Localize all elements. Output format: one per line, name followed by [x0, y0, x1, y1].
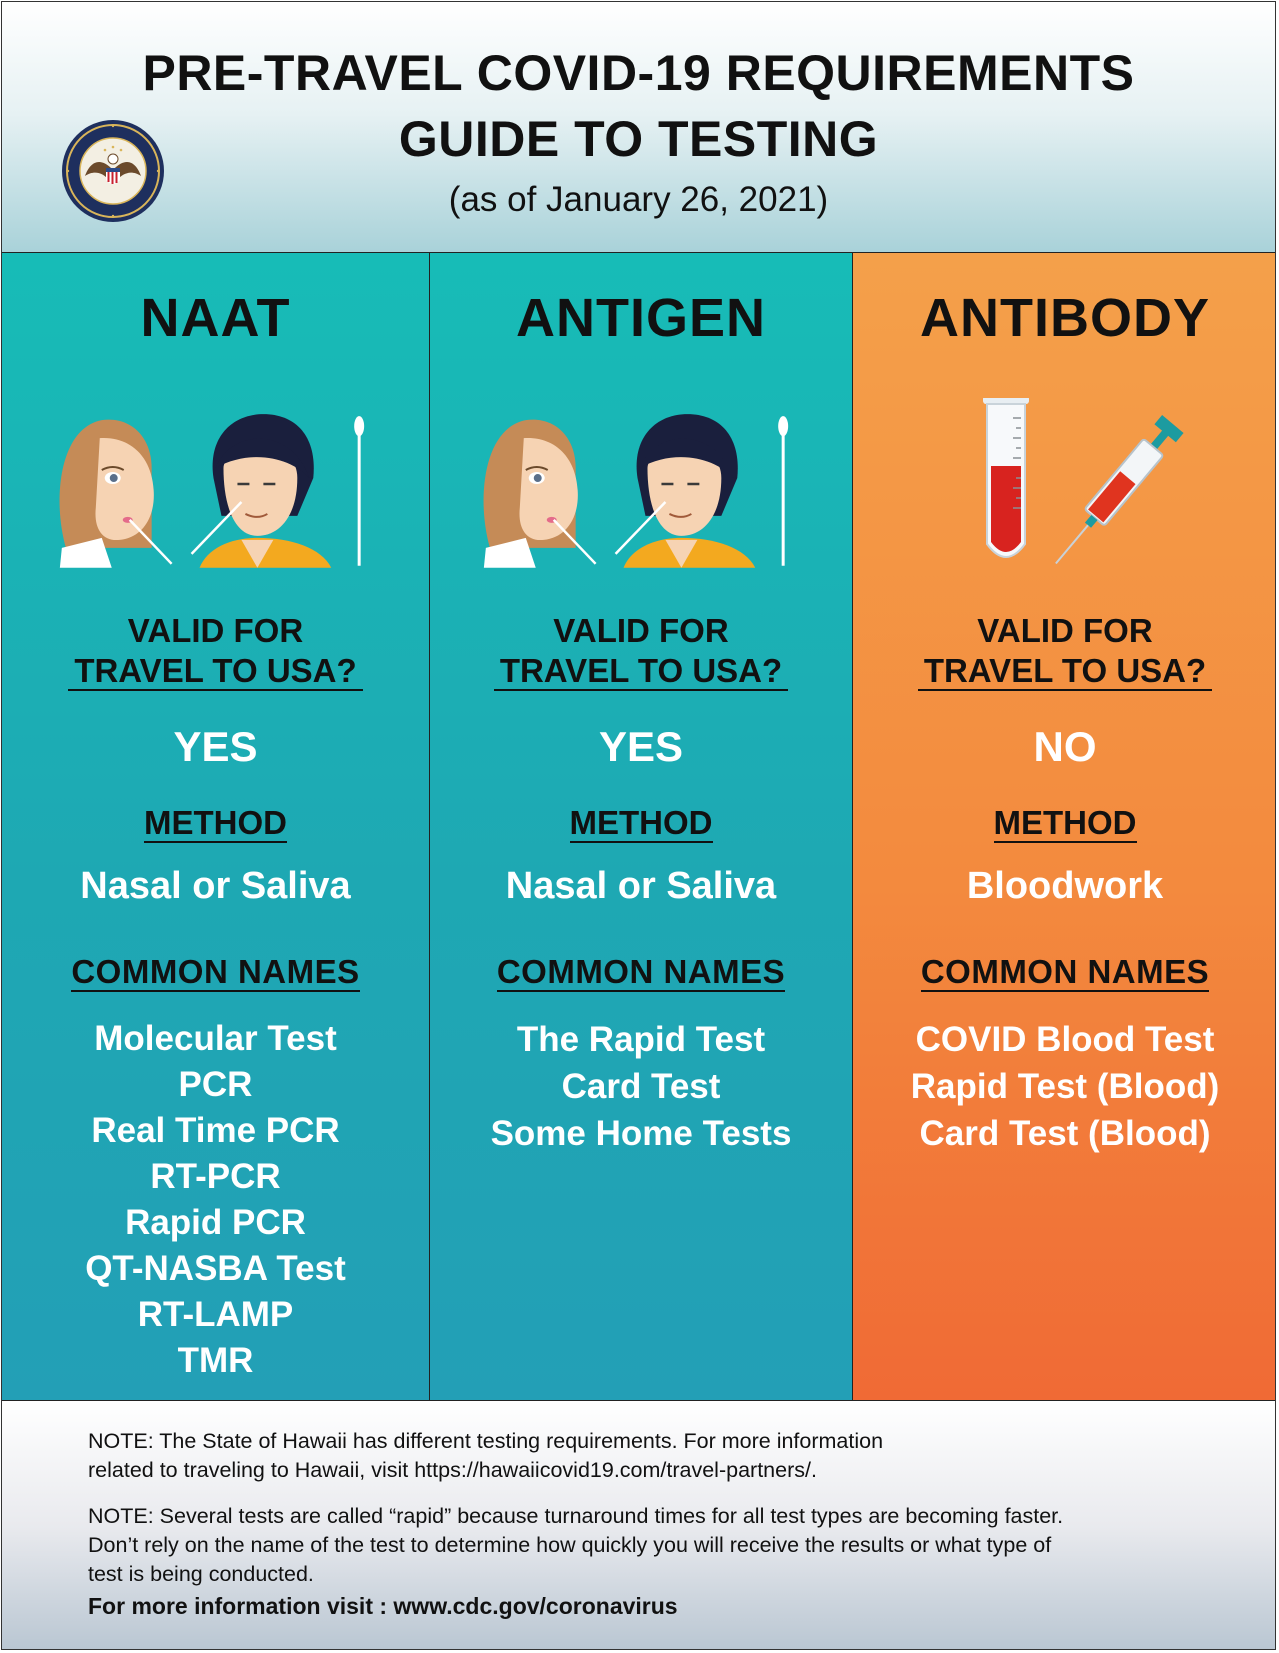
column-title: ANTIGEN: [516, 288, 766, 348]
list-item: TMR: [177, 1341, 254, 1380]
column-title: ANTIBODY: [920, 288, 1210, 348]
list-item: COVID Blood Test: [915, 1020, 1215, 1059]
header: [2, 2, 1275, 253]
common-names-list: [853, 1016, 1276, 1157]
list-item: Molecular Test: [94, 1019, 337, 1058]
list-item: Rapid PCR: [125, 1203, 306, 1242]
valid-for-travel-label: VALID FOR TRAVEL TO USA?: [430, 611, 852, 691]
antibody-column: [853, 253, 1276, 1400]
valid-answer: YES: [173, 723, 258, 770]
list-item: PCR: [178, 1065, 253, 1104]
method-value: Bloodwork: [966, 865, 1164, 907]
valid-answer: NO: [1033, 723, 1097, 770]
hawaii-note: NOTE: The State of Hawaii has different testing requirements. For more information related to traveling to Hawaii, visit https://hawaiicovid19.com/travel-partners/.: [88, 1429, 884, 1482]
blood-test-tube-and-syringe-icon: [853, 398, 1276, 568]
list-item: Rapid Test (Blood): [910, 1067, 1220, 1106]
infographic: [1, 1, 1276, 1650]
common-names-heading: COMMON NAMES: [71, 953, 360, 990]
valid-for-travel-label: VALID FOR TRAVEL TO USA?: [853, 611, 1276, 691]
list-item: Card Test: [561, 1067, 721, 1106]
more-info-link: For more information visit : www.cdc.gov/coronavirus: [88, 1593, 678, 1619]
list-item: Some Home Tests: [490, 1114, 792, 1153]
list-item: Real Time PCR: [91, 1111, 340, 1150]
test-types: [2, 253, 1275, 1400]
page-title: PRE-TRAVEL COVID-19 REQUIREMENTS: [142, 45, 1135, 101]
rapid-test-note: NOTE: Several tests are called “rapid” because turnaround times for all test types are becoming faster. Don’t rely on the name of the test to determine how quickly you will receive the results or what type of test is being conducted.: [88, 1504, 1064, 1586]
naat-column: [2, 253, 430, 1400]
method-value: Nasal or Saliva: [505, 865, 777, 907]
list-item: The Rapid Test: [516, 1020, 766, 1059]
method-heading: METHOD: [993, 804, 1137, 841]
method-value: Nasal or Saliva: [80, 865, 351, 907]
method-heading: METHOD: [144, 804, 287, 841]
common-names-list: [2, 1016, 429, 1384]
list-item: Card Test (Blood): [919, 1114, 1211, 1153]
column-title: NAAT: [140, 288, 291, 348]
common-names-heading: COMMON NAMES: [496, 953, 786, 990]
common-names-list: [430, 1016, 852, 1157]
valid-answer: YES: [598, 723, 684, 770]
list-item: QT-NASBA Test: [85, 1249, 346, 1288]
antigen-column: [430, 253, 853, 1400]
nasal-and-saliva-swab-icon: [430, 398, 852, 568]
list-item: RT-PCR: [150, 1157, 281, 1196]
common-names-heading: COMMON NAMES: [920, 953, 1210, 990]
page-title-line2: GUIDE TO TESTING: [398, 111, 879, 167]
method-heading: METHOD: [569, 804, 713, 841]
list-item: RT-LAMP: [137, 1295, 294, 1334]
footer-notes: [2, 1400, 1275, 1650]
date-subtitle: (as of January 26, 2021): [448, 180, 829, 219]
nasal-and-saliva-swab-icon: [2, 398, 429, 568]
valid-for-travel-label: VALID FOR TRAVEL TO USA?: [2, 611, 429, 691]
